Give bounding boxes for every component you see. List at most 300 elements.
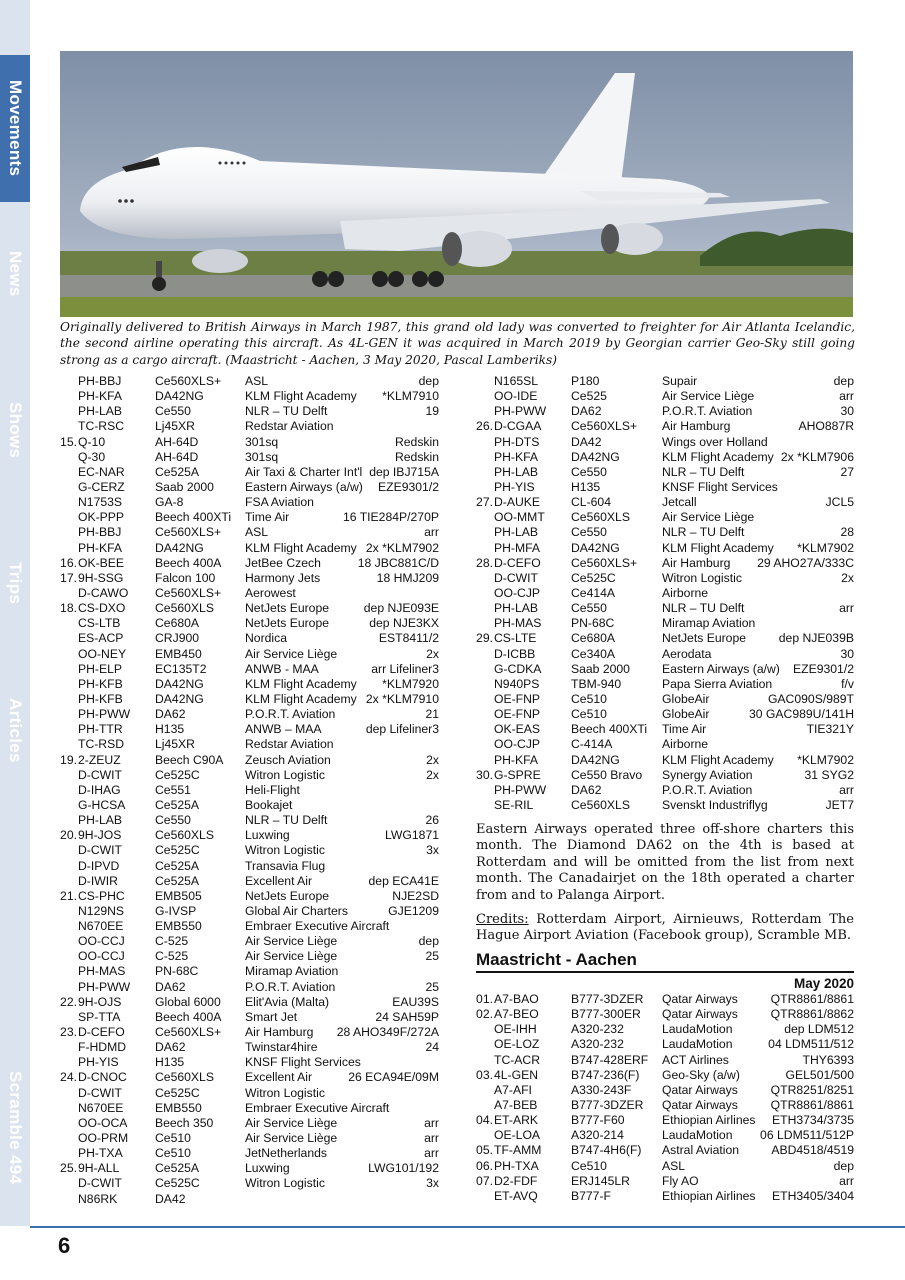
registration-cell: PH-PWW	[494, 782, 547, 797]
note-cell: dep	[418, 934, 439, 949]
operator-cell: ANWB - MAA	[245, 661, 319, 676]
table-row	[476, 510, 854, 525]
note-cell: arr	[839, 389, 854, 404]
registration-cell: PH-BBJ	[78, 374, 122, 388]
registration-cell: PH-LAB	[494, 525, 539, 540]
table-row	[56, 601, 439, 616]
registration-cell: OO-CJP	[494, 737, 541, 752]
type-cell: DA62	[155, 979, 186, 994]
note-cell: f/v	[841, 676, 854, 691]
table-row	[476, 1068, 854, 1083]
table-row	[56, 859, 439, 874]
registration-cell: OK-PPP	[78, 510, 125, 525]
table-row	[476, 798, 854, 813]
registration-cell: PH-LAB	[494, 601, 539, 616]
note-cell: 26	[425, 813, 439, 828]
operator-cell: Air Service Liège	[245, 1131, 338, 1146]
sidebar-tab-shows[interactable]: Shows	[6, 401, 25, 459]
type-cell: EMB550	[155, 1100, 202, 1115]
registration-cell: TC-ACR	[494, 1052, 541, 1067]
operator-cell: Eastern Airways (a/w)	[662, 661, 780, 676]
table-row	[56, 419, 439, 434]
table-row	[56, 707, 439, 722]
operator-cell: NetJets Europe	[245, 888, 330, 903]
registration-cell: 9H-SSG	[78, 570, 124, 585]
note-cell: 21	[425, 707, 439, 722]
type-cell: B777-F	[571, 1188, 611, 1203]
operator-cell: Fly AO	[662, 1173, 699, 1188]
table-row	[56, 919, 439, 934]
notes-paragraph: Eastern Airways operated three off-shore charters this month. The Diamond DA62 on the 4th is based at Rotterdam and will be omitted from the list from next month. The Canadairjet on the 18th operated a charter from and to Palanga Airport.	[476, 822, 854, 903]
note-cell: 31 SYG2	[804, 767, 854, 782]
type-cell: Ce525A	[155, 1161, 200, 1176]
operator-cell: Excellent Air	[245, 1070, 313, 1085]
registration-cell: TC-RSD	[78, 737, 125, 752]
note-cell: 2x	[426, 646, 439, 661]
registration-cell: ET-ARK	[494, 1113, 539, 1128]
note-cell: EZE9301/2	[793, 661, 854, 676]
registration-cell: D-CEFO	[494, 555, 541, 570]
table-row	[476, 768, 854, 783]
registration-cell: PH-DTS	[494, 434, 540, 449]
note-cell: TIE321Y	[806, 722, 854, 737]
note-cell: 28 AHO349F/272A	[336, 1025, 439, 1040]
note-cell: 2x *KLM7906	[780, 449, 854, 464]
day-cell: 03.	[476, 1067, 493, 1082]
operator-cell: KNSF Flight Services	[662, 479, 778, 494]
registration-cell: SE-RIL	[494, 797, 534, 812]
registration-cell: OE-LOZ	[494, 1037, 540, 1052]
maastricht-table	[476, 992, 854, 1204]
operator-cell: NLR – TU Delft	[245, 813, 328, 828]
operator-cell: Air Service Liège	[662, 389, 755, 404]
note-cell: 26 ECA94E/09M	[348, 1070, 439, 1085]
table-row	[56, 813, 439, 828]
type-cell: DA62	[571, 404, 602, 419]
registration-cell: N940PS	[494, 676, 540, 691]
table-row	[56, 934, 439, 949]
note-cell: 19	[425, 404, 439, 419]
table-row	[56, 465, 439, 480]
type-cell: B777-F60	[571, 1113, 625, 1128]
type-cell: Ce510	[571, 707, 607, 722]
note-cell: Redskin	[394, 434, 439, 449]
type-cell: Ce560XLS+	[155, 1025, 222, 1040]
note-cell: 06 LDM511/512P	[760, 1128, 854, 1143]
operator-cell: Global Air Charters	[245, 903, 348, 918]
day-cell: 26.	[476, 419, 493, 434]
type-cell: Ce550	[571, 464, 607, 479]
table-row	[476, 692, 854, 707]
operator-cell: Ethiopian Airlines	[662, 1113, 756, 1128]
registration-cell: D-AUKE	[494, 495, 541, 510]
table-row	[56, 692, 439, 707]
day-cell: 19.	[60, 752, 77, 767]
registration-cell: D-IWIR	[78, 873, 118, 888]
operator-cell: Astral Aviation	[662, 1143, 740, 1158]
note-cell: dep IBJ715A	[369, 464, 439, 479]
note-cell: dep	[418, 374, 439, 388]
operator-cell: Excellent Air	[245, 873, 313, 888]
note-cell: GEL501/500	[785, 1067, 854, 1082]
note-cell: GAC090S/989T	[767, 691, 854, 706]
type-cell: Beech 400A	[155, 555, 222, 570]
operator-cell: Aerowest	[245, 585, 296, 600]
table-row	[476, 450, 854, 465]
note-cell: *KLM7910	[382, 389, 439, 404]
table-row	[56, 404, 439, 419]
credits-label: Credits:	[476, 912, 529, 927]
table-row	[56, 1161, 439, 1176]
table-row	[56, 631, 439, 646]
table-row	[476, 389, 854, 404]
type-cell: Ce550	[571, 601, 607, 616]
table-row	[476, 586, 854, 601]
note-cell: 30	[840, 404, 854, 419]
table-row	[56, 435, 439, 450]
operator-cell: Zeusch Aviation	[245, 752, 331, 767]
note-cell: GJE1209	[388, 903, 439, 918]
section-sidebar	[0, 0, 30, 1226]
registration-cell: OO-OCA	[78, 1115, 128, 1130]
registration-cell: D-CWIT	[78, 767, 122, 782]
registration-cell: PH-KFB	[78, 676, 123, 691]
table-row	[56, 662, 439, 677]
registration-cell: Q-10	[78, 434, 106, 449]
registration-cell: OO-PRM	[78, 1131, 129, 1146]
type-cell: Beech C90A	[155, 752, 224, 767]
registration-cell: N670EE	[78, 919, 124, 934]
type-cell: DA42NG	[155, 676, 204, 691]
operator-cell: Air Service Liège	[245, 1115, 338, 1130]
operator-cell: Miramap Aviation	[662, 616, 756, 631]
operator-cell: KNSF Flight Services	[245, 1055, 361, 1070]
table-row	[476, 662, 854, 677]
note-cell: dep Lifeliner3	[365, 722, 439, 737]
table-row	[476, 722, 854, 737]
registration-cell: ES-ACP	[78, 631, 124, 646]
table-row	[56, 510, 439, 525]
table-row	[476, 601, 854, 616]
registration-cell: 9H-JOS	[78, 828, 122, 843]
registration-cell: 9H-OJS	[78, 994, 122, 1009]
registration-cell: TF-AMM	[494, 1143, 542, 1158]
registration-cell: OO-IDE	[494, 389, 538, 404]
table-row	[476, 707, 854, 722]
type-cell: EMB550	[155, 919, 202, 934]
table-row	[476, 374, 854, 389]
table-row	[56, 874, 439, 889]
operator-cell: P.O.R.T. Aviation	[245, 979, 336, 994]
note-cell: LWG101/192	[368, 1161, 439, 1176]
registration-cell: D-CWIT	[494, 570, 538, 585]
note-cell: 3x	[426, 1176, 439, 1191]
table-row	[56, 964, 439, 979]
table-row	[56, 1116, 439, 1131]
table-row	[56, 828, 439, 843]
day-cell: 06.	[476, 1158, 493, 1173]
registration-cell: OO-CCJ	[78, 934, 125, 949]
registration-cell: N165SL	[494, 374, 539, 388]
table-row	[476, 737, 854, 752]
registration-cell: PH-YIS	[78, 1055, 119, 1070]
photo-caption: Originally delivered to British Airways in March 1987, this grand old lady was converted to freighter for Air Atlanta Icelandic, the second airline operating this aircraft. As 4L-GEN it was acquired in March 2019 by Georgian carrier Geo-Sky still going strong as a cargo aircraft. (Maastricht - Aachen, 3 May 2020, Pascal Lamberiks)	[60, 320, 855, 367]
aircraft-photo	[60, 51, 853, 317]
operator-cell: Time Air	[245, 510, 290, 525]
note-cell: *KLM7902	[797, 540, 854, 555]
table-row	[476, 677, 854, 692]
table-row	[476, 1159, 854, 1174]
month-heading: May 2020	[793, 976, 854, 991]
type-cell: Ce551	[155, 782, 191, 797]
day-cell: 29.	[476, 631, 493, 646]
note-cell: arr	[424, 1115, 439, 1130]
operator-cell: Twinstar4hire	[245, 1040, 318, 1055]
type-cell: TBM-940	[571, 676, 622, 691]
operator-cell: ASL	[245, 525, 269, 540]
registration-cell: G-SPRE	[494, 767, 541, 782]
operator-cell: KLM Flight Academy	[245, 540, 357, 555]
operator-cell: KLM Flight Academy	[662, 540, 774, 555]
registration-cell: PH-MAS	[78, 964, 126, 979]
operator-cell: Nordica	[245, 631, 287, 646]
operator-cell: LaudaMotion	[662, 1022, 733, 1037]
registration-cell: PH-KFA	[494, 449, 539, 464]
type-cell: B777-3DZER	[571, 1097, 644, 1112]
registration-cell: D-CGAA	[494, 419, 542, 434]
type-cell: Ce550 Bravo	[571, 767, 643, 782]
day-cell: 22.	[60, 994, 77, 1009]
type-cell: CRJ900	[155, 631, 200, 646]
registration-cell: PH-YIS	[494, 479, 535, 494]
day-cell: 07.	[476, 1173, 493, 1188]
type-cell: Ce525	[571, 389, 607, 404]
type-cell: Saab 2000	[571, 661, 630, 676]
operator-cell: Air Service Liège	[245, 646, 338, 661]
table-row	[56, 949, 439, 964]
registration-cell: N1753S	[78, 495, 123, 510]
type-cell: Ce525C	[571, 570, 616, 585]
note-cell: dep NJE039B	[778, 631, 854, 646]
note-cell: dep LDM512	[784, 1022, 854, 1037]
registration-cell: PH-KFB	[78, 691, 123, 706]
day-cell: 01.	[476, 992, 493, 1006]
type-cell: Ce525A	[155, 873, 200, 888]
sidebar-tab-news[interactable]: News	[6, 251, 25, 297]
type-cell: Ce560XLS	[571, 510, 630, 525]
type-cell: ERJ145LR	[571, 1173, 630, 1188]
table-row	[56, 768, 439, 783]
table-row	[56, 556, 439, 571]
operator-cell: Airborne	[662, 737, 709, 752]
note-cell: 24	[425, 1040, 439, 1055]
sidebar-tab-trips[interactable]: Trips	[6, 561, 25, 605]
type-cell: Ce560XLS	[155, 828, 214, 843]
operator-cell: Air Service Liège	[245, 949, 338, 964]
table-row	[56, 904, 439, 919]
registration-cell: G-CERZ	[78, 479, 125, 494]
note-cell: JET7	[825, 797, 854, 812]
operator-cell: Witron Logistic	[245, 1085, 325, 1100]
movements-table-left	[56, 374, 439, 1207]
type-cell: Ce550	[571, 525, 607, 540]
type-cell: B777-300ER	[571, 1007, 641, 1022]
note-cell: LWG1871	[385, 828, 439, 843]
operator-cell: GlobeAir	[662, 691, 710, 706]
table-row	[56, 722, 439, 737]
registration-cell: 4L-GEN	[494, 1067, 539, 1082]
type-cell: CL-604	[571, 495, 611, 510]
table-row	[476, 465, 854, 480]
type-cell: Falcon 100	[155, 570, 216, 585]
footer-divider	[30, 1226, 905, 1228]
type-cell: Beech 400XTi	[571, 722, 648, 737]
table-row	[56, 783, 439, 798]
table-row	[476, 1053, 854, 1068]
registration-cell: N129NS	[78, 903, 125, 918]
type-cell: DA62	[155, 707, 186, 722]
page-number: 6	[58, 1233, 71, 1258]
credits-text: Rotterdam Airport, Airnieuws, Rotterdam The Hague Airport Aviation (Facebook group), Scramble MB.	[476, 912, 854, 944]
type-cell: Ce525C	[155, 1085, 200, 1100]
operator-cell: Bookajet	[245, 797, 293, 812]
table-row	[56, 995, 439, 1010]
operator-cell: Qatar Airways	[662, 992, 738, 1006]
type-cell: PN-68C	[155, 964, 199, 979]
table-row	[56, 889, 439, 904]
note-cell: AHO887R	[798, 419, 854, 434]
note-cell: 3x	[426, 843, 439, 858]
registration-cell: N670EE	[78, 1100, 124, 1115]
registration-cell: OO-CCJ	[78, 949, 125, 964]
registration-cell: PH-TXA	[494, 1158, 539, 1173]
type-cell: Ce525A	[155, 464, 200, 479]
registration-cell: OK-EAS	[494, 722, 541, 737]
table-row	[476, 1022, 854, 1037]
table-row	[56, 647, 439, 662]
note-cell: THY6393	[802, 1052, 854, 1067]
table-row	[476, 1189, 854, 1204]
type-cell: DA42NG	[571, 752, 620, 767]
operator-cell: P.O.R.T. Aviation	[662, 782, 753, 797]
note-cell: dep	[833, 1158, 854, 1173]
table-row	[56, 1146, 439, 1161]
day-cell: 28.	[476, 555, 493, 570]
day-cell: 02.	[476, 1007, 493, 1022]
operator-cell: Wings over Holland	[662, 434, 768, 449]
type-cell: DA42	[155, 1191, 186, 1206]
note-cell: arr	[839, 601, 854, 616]
table-row	[56, 980, 439, 995]
operator-cell: Air Service Liège	[245, 934, 338, 949]
registration-cell: PH-LAB	[78, 404, 123, 419]
table-row	[56, 737, 439, 752]
type-cell: H135	[155, 1055, 185, 1070]
table-row	[56, 616, 439, 631]
registration-cell: OE-FNP	[494, 707, 541, 722]
day-cell: 21.	[60, 888, 77, 903]
type-cell: Ce414A	[571, 585, 616, 600]
day-cell: 17.	[60, 570, 77, 585]
note-cell: arr	[424, 525, 439, 540]
registration-cell: 2-ZEUZ	[78, 752, 121, 767]
note-cell: 2x *KLM7902	[365, 540, 439, 555]
table-row	[476, 1128, 854, 1143]
note-cell: ETH3734/3735	[772, 1113, 854, 1128]
table-row	[476, 495, 854, 510]
operator-cell: Redstar Aviation	[245, 737, 334, 752]
type-cell: DA42NG	[155, 691, 204, 706]
type-cell: Ce560XLS+	[155, 525, 222, 540]
registration-cell: PH-TTR	[78, 722, 123, 737]
day-cell: 27.	[476, 495, 493, 510]
operator-cell: JetNetherlands	[245, 1146, 327, 1161]
note-cell: EST8411/2	[378, 631, 439, 646]
table-row	[56, 480, 439, 495]
note-cell: ETH3405/3404	[772, 1188, 854, 1203]
table-row	[476, 556, 854, 571]
note-cell: dep ECA41E	[368, 873, 439, 888]
operator-cell: Supair	[662, 374, 698, 388]
type-cell: DA42NG	[155, 540, 204, 555]
operator-cell: Time Air	[662, 722, 707, 737]
note-cell: 2x *KLM7910	[365, 691, 439, 706]
type-cell: Ce560XLS	[155, 601, 214, 616]
type-cell: Ce680A	[571, 631, 616, 646]
table-row	[56, 1101, 439, 1116]
operator-cell: Airborne	[662, 585, 709, 600]
day-cell: 25.	[60, 1161, 77, 1176]
registration-cell: ET-AVQ	[494, 1188, 538, 1203]
note-cell: 25	[425, 979, 439, 994]
type-cell: DA62	[571, 782, 602, 797]
type-cell: Ce510	[571, 691, 607, 706]
registration-cell: PH-MFA	[494, 540, 541, 555]
note-cell: *KLM7902	[797, 752, 854, 767]
sidebar-tab-articles[interactable]: Articles	[6, 697, 25, 763]
operator-cell: FSA Aviation	[245, 495, 314, 510]
registration-cell: D2-FDF	[494, 1173, 538, 1188]
operator-cell: Transavia Flug	[245, 858, 326, 873]
type-cell: Global 6000	[155, 994, 221, 1009]
type-cell: DA42NG	[155, 389, 204, 404]
section-heading: Maastricht - Aachen	[476, 950, 854, 973]
sidebar-tab-scramble[interactable]: Scramble 494	[6, 1070, 25, 1185]
operator-cell: Heli-Flight	[245, 782, 300, 797]
type-cell: A320-232	[571, 1037, 624, 1052]
table-row	[56, 677, 439, 692]
registration-cell: D-CAWO	[78, 585, 129, 600]
type-cell: PN-68C	[571, 616, 615, 631]
note-cell: 2x	[426, 767, 439, 782]
operator-cell: Svenskt Industriflyg	[662, 797, 768, 812]
note-cell: 18 HMJ209	[376, 570, 439, 585]
type-cell: Ce340A	[571, 646, 616, 661]
operator-cell: Air Hamburg	[245, 1025, 314, 1040]
sidebar-tab-movements[interactable]: Movements	[0, 55, 30, 202]
type-cell: DA62	[155, 1040, 186, 1055]
operator-cell: Harmony Jets	[245, 570, 321, 585]
table-row	[56, 798, 439, 813]
type-cell: P180	[571, 374, 600, 388]
registration-cell: OO-NEY	[78, 646, 127, 661]
operator-cell: Qatar Airways	[662, 1082, 738, 1097]
table-row	[56, 1040, 439, 1055]
type-cell: Beech 400A	[155, 1009, 222, 1024]
table-row	[56, 843, 439, 858]
type-cell: Ce680A	[155, 616, 200, 631]
operator-cell: ACT Airlines	[662, 1052, 729, 1067]
